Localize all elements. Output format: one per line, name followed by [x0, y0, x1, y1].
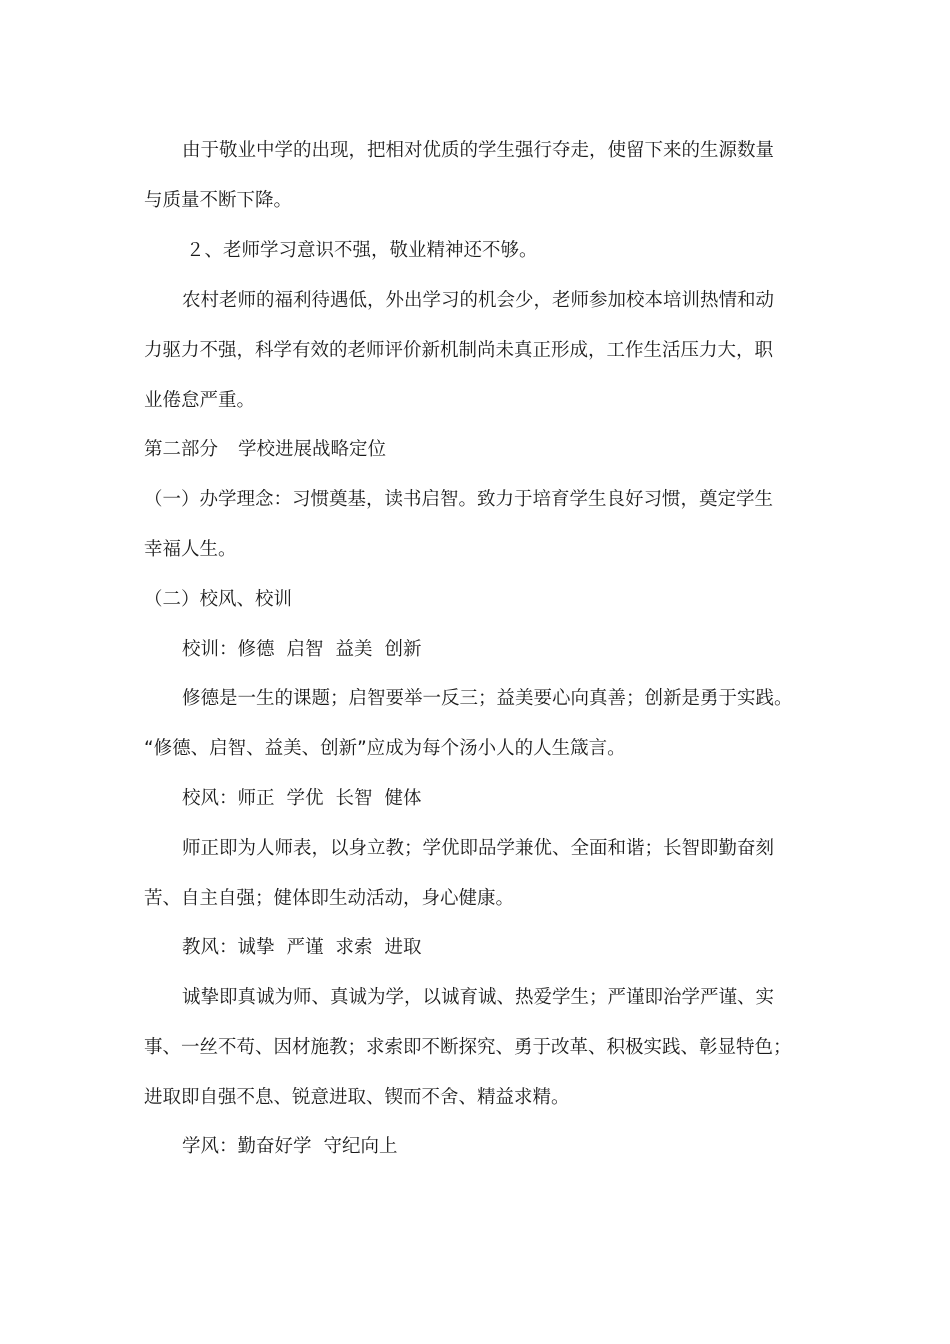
- paragraph-line: 幸福人生。: [144, 539, 237, 560]
- motto-word: 长智: [335, 788, 373, 809]
- motto-word: 益美: [335, 639, 373, 660]
- subsection-heading: （二）校风、校训: [144, 589, 293, 610]
- section-number: 第二部分: [144, 439, 219, 460]
- motto-word: 守纪向上: [323, 1136, 398, 1157]
- paragraph-line: （一）办学理念：习惯奠基，读书启智。致力于培育学生良好习惯，奠定学生: [144, 489, 774, 510]
- paragraph-line: 由于敬业中学的出现，把相对优质的学生强行夺走，使留下来的生源数量: [182, 140, 775, 161]
- motto-word: 启智: [286, 639, 324, 660]
- paragraph-line: 农村老师的福利待遇低，外出学习的机会少，老师参加校本培训热情和动: [182, 290, 775, 311]
- motto-label: 教风：诚挚: [182, 937, 275, 958]
- motto-label: 校训：修德: [182, 639, 275, 660]
- motto-label: 学风：勤奋好学: [182, 1136, 312, 1157]
- paragraph-line: 力驱力不强，科学有效的老师评价新机制尚未真正形成，工作生活压力大，职: [144, 340, 774, 361]
- paragraph-line: 诚挚即真诚为师、真诚为学，以诚育诚、热爱学生；严谨即治学严谨、实: [182, 987, 775, 1008]
- numbered-heading: ２、老师学习意识不强，敬业精神还不够。: [186, 240, 538, 261]
- motto-word: 严谨: [286, 937, 324, 958]
- motto-word: 进取: [384, 937, 422, 958]
- motto-line: [182, 1134, 852, 1160]
- paragraph-line: 进取即自强不息、锐意进取、锲而不舍、精益求精。: [144, 1087, 570, 1108]
- paragraph-line: 苦、自主自强；健体即生动活动，身心健康。: [144, 888, 515, 909]
- paragraph-line: 师正即为人师表，以身立教；学优即品学兼优、全面和谐；长智即勤奋刻: [182, 838, 775, 859]
- paragraph-line: 修德是一生的课题；启智要举一反三；益美要心向真善；创新是勇于实践。: [182, 688, 793, 709]
- paragraph-line: “修德、启智、益美、创新”应成为每个汤小人的人生箴言。: [144, 738, 626, 759]
- motto-line: [182, 935, 852, 961]
- motto-line: [182, 786, 852, 812]
- motto-label: 校风：师正: [182, 788, 275, 809]
- motto-line: [182, 637, 852, 663]
- motto-word: 健体: [384, 788, 422, 809]
- motto-word: 学优: [286, 788, 324, 809]
- paragraph-line: 业倦怠严重。: [144, 390, 256, 411]
- paragraph-line: 与质量不断下降。: [144, 190, 293, 211]
- section-heading: [144, 437, 814, 463]
- motto-word: 求索: [335, 937, 373, 958]
- section-title: 学校进展战略定位: [238, 439, 387, 460]
- motto-word: 创新: [384, 639, 422, 660]
- paragraph-line: 事、一丝不苟、因材施教；求索即不断探究、勇于改革、积极实践、彰显特色；: [144, 1037, 792, 1058]
